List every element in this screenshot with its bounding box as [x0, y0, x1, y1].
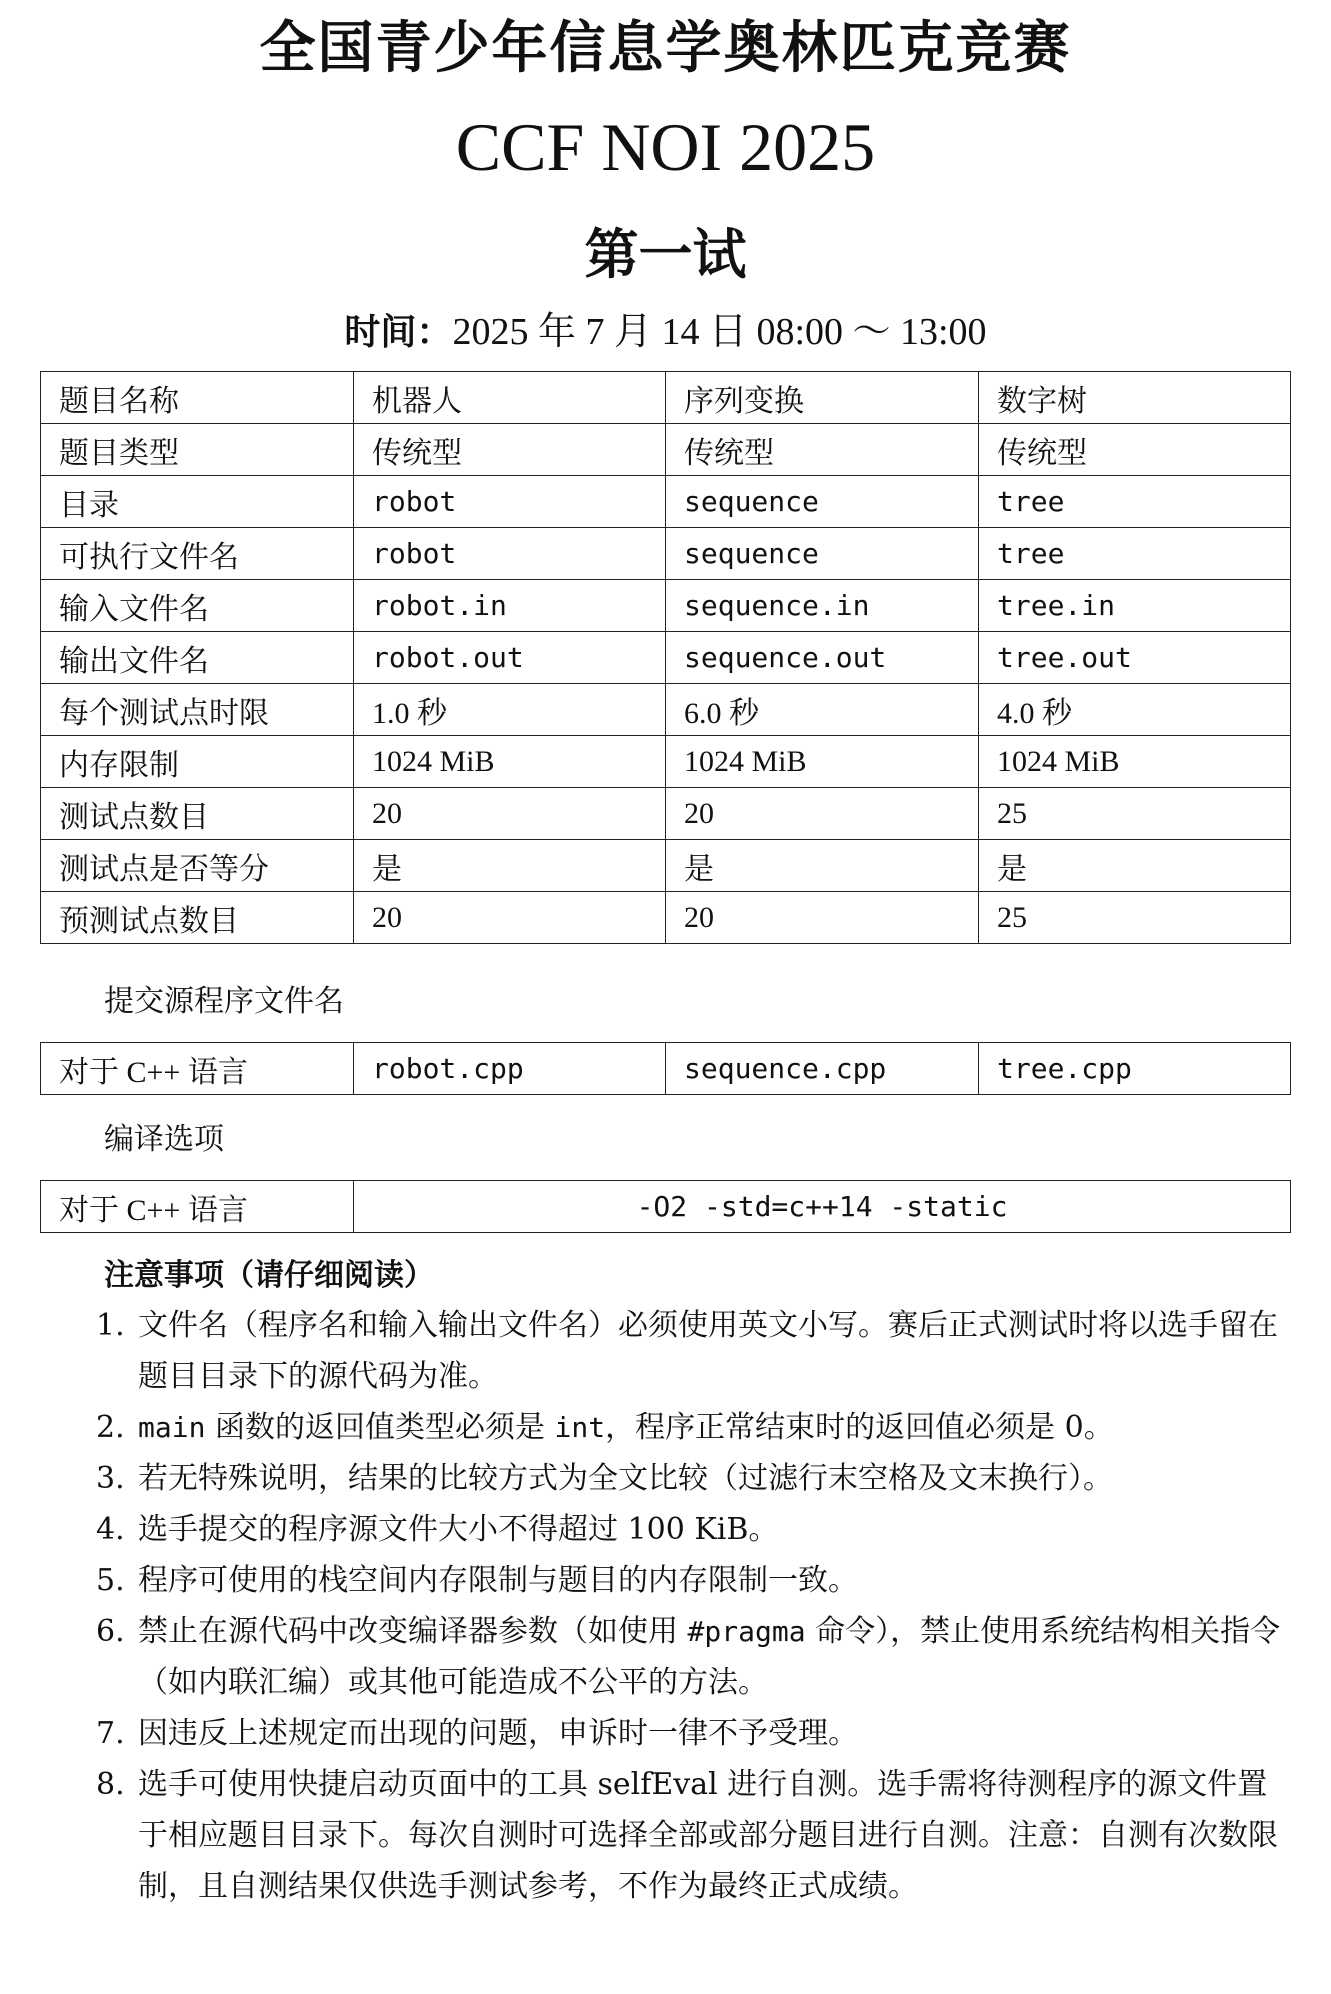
table-cell: robot.in: [354, 580, 666, 632]
row-label: 输入文件名: [41, 580, 354, 632]
table-cell: 是: [666, 840, 979, 892]
time-label: 时间：: [344, 312, 453, 353]
table-cell: 传统型: [666, 424, 979, 476]
source-file-cell: tree.cpp: [979, 1043, 1291, 1095]
list-item: [96, 1504, 1292, 1555]
lang-label: 对于 C++ 语言: [41, 1181, 354, 1233]
table-cell: robot.out: [354, 632, 666, 684]
compile-options-label: 编译选项: [104, 1122, 224, 1157]
contest-subtitle: CCF NOI 2025: [455, 109, 876, 185]
list-number: 5.: [96, 1563, 125, 1598]
row-label: 目录: [41, 476, 354, 528]
note-text: 禁止在源代码中改变编译器参数（如使用: [138, 1614, 688, 1649]
table-cell: sequence: [666, 476, 979, 528]
list-item: [96, 1300, 1292, 1402]
row-label: 输出文件名: [41, 632, 354, 684]
time-value: 2025 年 7 月 14 日 08:00 ～ 13:00: [452, 311, 987, 353]
row-label: 题目类型: [41, 424, 354, 476]
table-row: [41, 580, 1291, 632]
table-row: [41, 892, 1291, 944]
note-text: 命令），禁止使用系统结构相关指令（如内联汇编）或其他可能造成不公平的方法。: [138, 1614, 1281, 1700]
list-item: [96, 1759, 1292, 1912]
table-cell: 传统型: [979, 424, 1291, 476]
source-files-table: [40, 1042, 1291, 1095]
table-cell: 1024 MiB: [979, 736, 1291, 788]
table-cell: 20: [666, 788, 979, 840]
source-file-cell: sequence.cpp: [666, 1043, 979, 1095]
note-text: 若无特殊说明，结果的比较方式为全文比较（过滤行末空格及文末换行）。: [138, 1461, 1113, 1496]
table-cell: 25: [979, 788, 1291, 840]
note-text: 因违反上述规定而出现的问题，申诉时一律不予受理。: [138, 1716, 858, 1751]
notes-title: 注意事项（请仔细阅读）: [104, 1258, 434, 1293]
table-row: [41, 372, 1291, 424]
contest-title: 全国青少年信息学奥林匹克竞赛: [259, 16, 1072, 81]
table-cell: robot: [354, 528, 666, 580]
list-item: [96, 1606, 1292, 1708]
notes-list: [96, 1300, 1292, 1912]
table-row: [41, 684, 1291, 736]
note-text: 文件名（程序名和输入输出文件名）必须使用英文小写。赛后正式测试时将以选手留在题目目录下的源代码为准。: [138, 1308, 1278, 1394]
table-cell: 6.0 秒: [666, 684, 979, 736]
note-text: 程序可使用的栈空间内存限制与题目的内存限制一致。: [138, 1563, 858, 1598]
table-cell: 20: [354, 892, 666, 944]
table-row: [41, 1181, 1291, 1233]
source-file-cell: robot.cpp: [354, 1043, 666, 1095]
source-files-label: 提交源程序文件名: [104, 984, 344, 1019]
note-text: 选手提交的程序源文件大小不得超过 100 KiB。: [138, 1512, 779, 1547]
table-cell: tree: [979, 528, 1291, 580]
list-number: 6.: [96, 1614, 125, 1649]
table-row: [41, 528, 1291, 580]
inline-code: main: [138, 1411, 206, 1444]
table-cell: sequence.in: [666, 580, 979, 632]
list-number: 8.: [96, 1767, 125, 1802]
table-cell: robot: [354, 476, 666, 528]
list-number: 3.: [96, 1461, 125, 1496]
table-row: [41, 840, 1291, 892]
table-cell: sequence: [666, 528, 979, 580]
row-label: 每个测试点时限: [41, 684, 354, 736]
row-label: 测试点是否等分: [41, 840, 354, 892]
inline-code: int: [554, 1411, 606, 1444]
lang-label: 对于 C++ 语言: [41, 1043, 354, 1095]
list-number: 1.: [96, 1308, 125, 1343]
table-row: [41, 1043, 1291, 1095]
table-row: [41, 736, 1291, 788]
table-cell: 4.0 秒: [979, 684, 1291, 736]
problem-info-table: [40, 371, 1291, 944]
table-cell: 1024 MiB: [354, 736, 666, 788]
table-cell: 1024 MiB: [666, 736, 979, 788]
table-cell: tree.out: [979, 632, 1291, 684]
table-row: [41, 476, 1291, 528]
row-label: 内存限制: [41, 736, 354, 788]
table-row: [41, 632, 1291, 684]
exam-time: [0, 300, 1331, 355]
table-cell: 20: [666, 892, 979, 944]
table-cell: 20: [354, 788, 666, 840]
note-text: 函数的返回值类型必须是: [205, 1410, 555, 1445]
inline-code: #pragma: [687, 1615, 806, 1648]
table-row: [41, 788, 1291, 840]
round-title: 第一试: [584, 222, 747, 286]
list-number: 2.: [96, 1410, 125, 1445]
list-item: [96, 1555, 1292, 1606]
table-cell: 机器人: [354, 372, 666, 424]
table-row: [41, 424, 1291, 476]
compile-options-value: -O2 -std=c++14 -static: [354, 1181, 1291, 1233]
table-cell: 25: [979, 892, 1291, 944]
note-text: 选手可使用快捷启动页面中的工具 selfEval 进行自测。选手需将待测程序的源文件置于相应题目目录下。每次自测时可选择全部或部分题目进行自测。注意：自测有次数限制，且自测结果仅供选手测试参考，不作为最终正式成绩。: [138, 1767, 1278, 1904]
list-item: [96, 1402, 1292, 1453]
row-label: 可执行文件名: [41, 528, 354, 580]
compile-options-table: [40, 1180, 1291, 1233]
table-cell: sequence.out: [666, 632, 979, 684]
list-number: 4.: [96, 1512, 125, 1547]
row-label: 题目名称: [41, 372, 354, 424]
row-label: 测试点数目: [41, 788, 354, 840]
table-cell: 传统型: [354, 424, 666, 476]
list-item: [96, 1453, 1292, 1504]
table-cell: tree: [979, 476, 1291, 528]
table-cell: 数字树: [979, 372, 1291, 424]
table-cell: 是: [354, 840, 666, 892]
table-cell: 序列变换: [666, 372, 979, 424]
note-text: ，程序正常结束时的返回值必须是 0。: [605, 1410, 1114, 1445]
table-cell: tree.in: [979, 580, 1291, 632]
table-cell: 是: [979, 840, 1291, 892]
list-item: [96, 1708, 1292, 1759]
table-cell: 1.0 秒: [354, 684, 666, 736]
row-label: 预测试点数目: [41, 892, 354, 944]
list-number: 7.: [96, 1716, 125, 1751]
